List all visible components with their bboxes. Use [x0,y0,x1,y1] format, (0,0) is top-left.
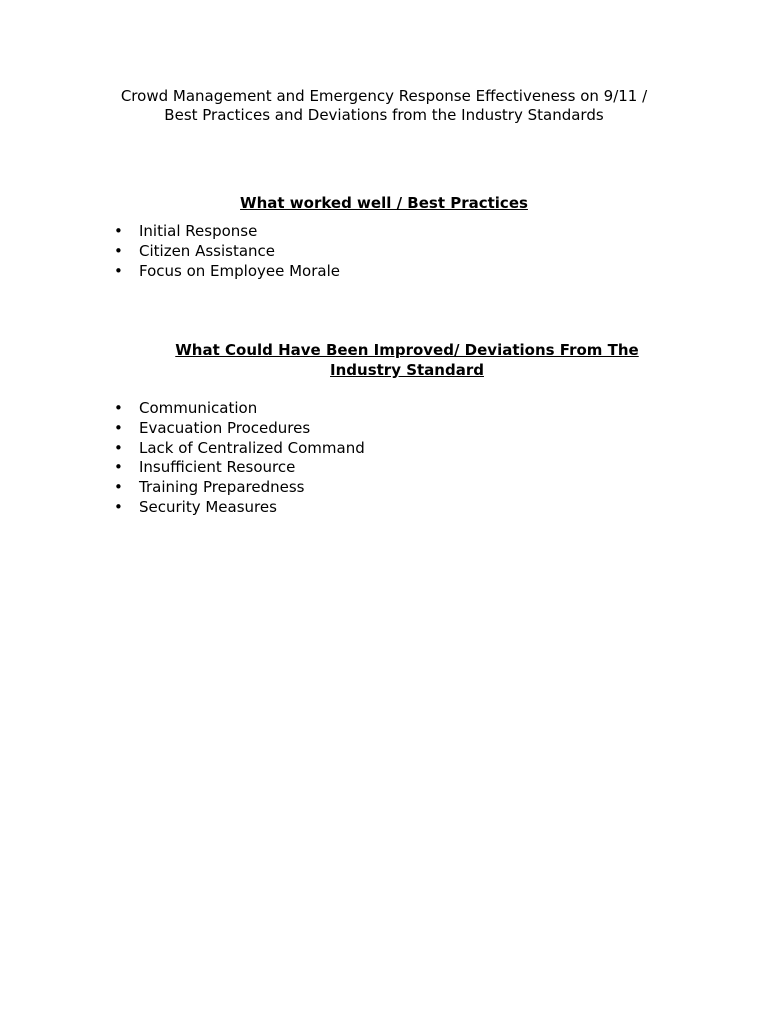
list-item: • Communication [112,399,365,419]
list-item: • Citizen Assistance [112,242,340,262]
list-item: • Training Preparedness [112,478,365,498]
list-item: • Insufficient Resource [112,458,365,478]
list-item: • Focus on Employee Morale [112,262,340,282]
best-practices-heading: What worked well / Best Practices [240,194,528,212]
list-item: • Security Measures [112,498,365,518]
list-item: • Lack of Centralized Command [112,439,365,459]
improvements-heading-line-2: Industry Standard [330,361,484,379]
document-title-line-1: Crowd Management and Emergency Response Effectiveness on 9/11 / [120,87,648,105]
improvements-heading-line-1: What Could Have Been Improved/ Deviations From The [175,341,639,359]
list-item: • Initial Response [112,222,340,242]
best-practices-list [112,222,340,281]
document-title [100,87,668,125]
improvements-heading [150,340,664,380]
document-title-line-2: Best Practices and Deviations from the Industry Standards [164,106,604,124]
list-item: • Evacuation Procedures [112,419,365,439]
improvements-list [112,399,365,518]
